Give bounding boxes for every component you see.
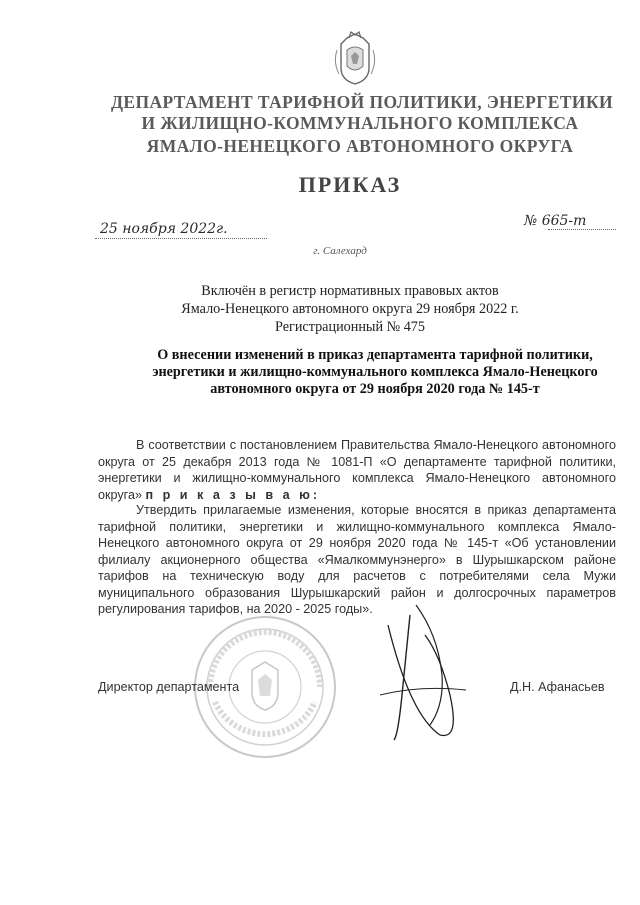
order-date: 25 ноября 2022г.	[100, 221, 228, 237]
date-underline	[95, 238, 267, 239]
subject-line-1: О внесении изменений в приказ департамента тарифной политики,	[157, 347, 593, 363]
order-paragraph: Утвердить прилагаемые изменения, которые вносятся в приказ департамента тарифной политики, энергетики и жилищно-коммунального комплекса Ямало-Ненецкого автономного округа от 29 ноября 2020 года № 145-т «Об установлении филиалу акционерного общества «Ямалкоммунэнерго» в Шурышкарском районе тарифов на техническую воду для расчетов с потребителями села Мужи муниципального образования Шурышкарский район и долгосрочных параметров регулирования тарифов, на 2020 - 2025 годы».	[98, 503, 616, 616]
signer-name: Д.Н. Афанасьев	[510, 680, 605, 694]
subject-line-3: автономного округа от 29 ноября 2020 года № 145-т	[210, 381, 540, 397]
document-type-title: ПРИКАЗ	[298, 172, 402, 197]
department-name-line-2: И ЖИЛИЩНО-КОММУНАЛЬНОГО КОМПЛЕКСА	[141, 113, 579, 133]
registration-line-1: Включён в регистр нормативных правовых актов	[201, 283, 499, 299]
subject-line-2: энергетики и жилищно-коммунального комплекса Ямало-Ненецкого	[152, 364, 598, 380]
registration-line-2: Ямало-Ненецкого автономного округа 29 ноября 2022 г.	[181, 301, 519, 317]
handwritten-signature-icon	[380, 595, 470, 745]
city-label: г. Салехард	[313, 245, 367, 257]
department-name-line-1: ДЕПАРТАМЕНТ ТАРИФНОЙ ПОЛИТИКИ, ЭНЕРГЕТИКИ	[110, 92, 614, 112]
department-name-line-3: ЯМАЛО-НЕНЕЦКОГО АВТОНОМНОГО ОКРУГА	[146, 136, 574, 156]
order-keyword: п р и к а з ы в а ю:	[145, 487, 321, 502]
number-underline	[548, 229, 616, 230]
order-number: № 665-т	[524, 213, 587, 229]
preamble-text: В соответствии с постановлением Правительства Ямало-Ненецкого автономного округа от 25 декабря 2013 года № 1081-П «О департаменте тарифной политики, энергетики и жилищно-коммунального комплекса Ямало-Ненецкого автономного округа»	[98, 438, 616, 502]
signer-title: Директор департамента	[98, 680, 240, 694]
preamble-paragraph	[98, 437, 616, 503]
registration-line-3: Регистрационный № 475	[275, 319, 425, 335]
coat-of-arms-icon	[333, 30, 377, 86]
